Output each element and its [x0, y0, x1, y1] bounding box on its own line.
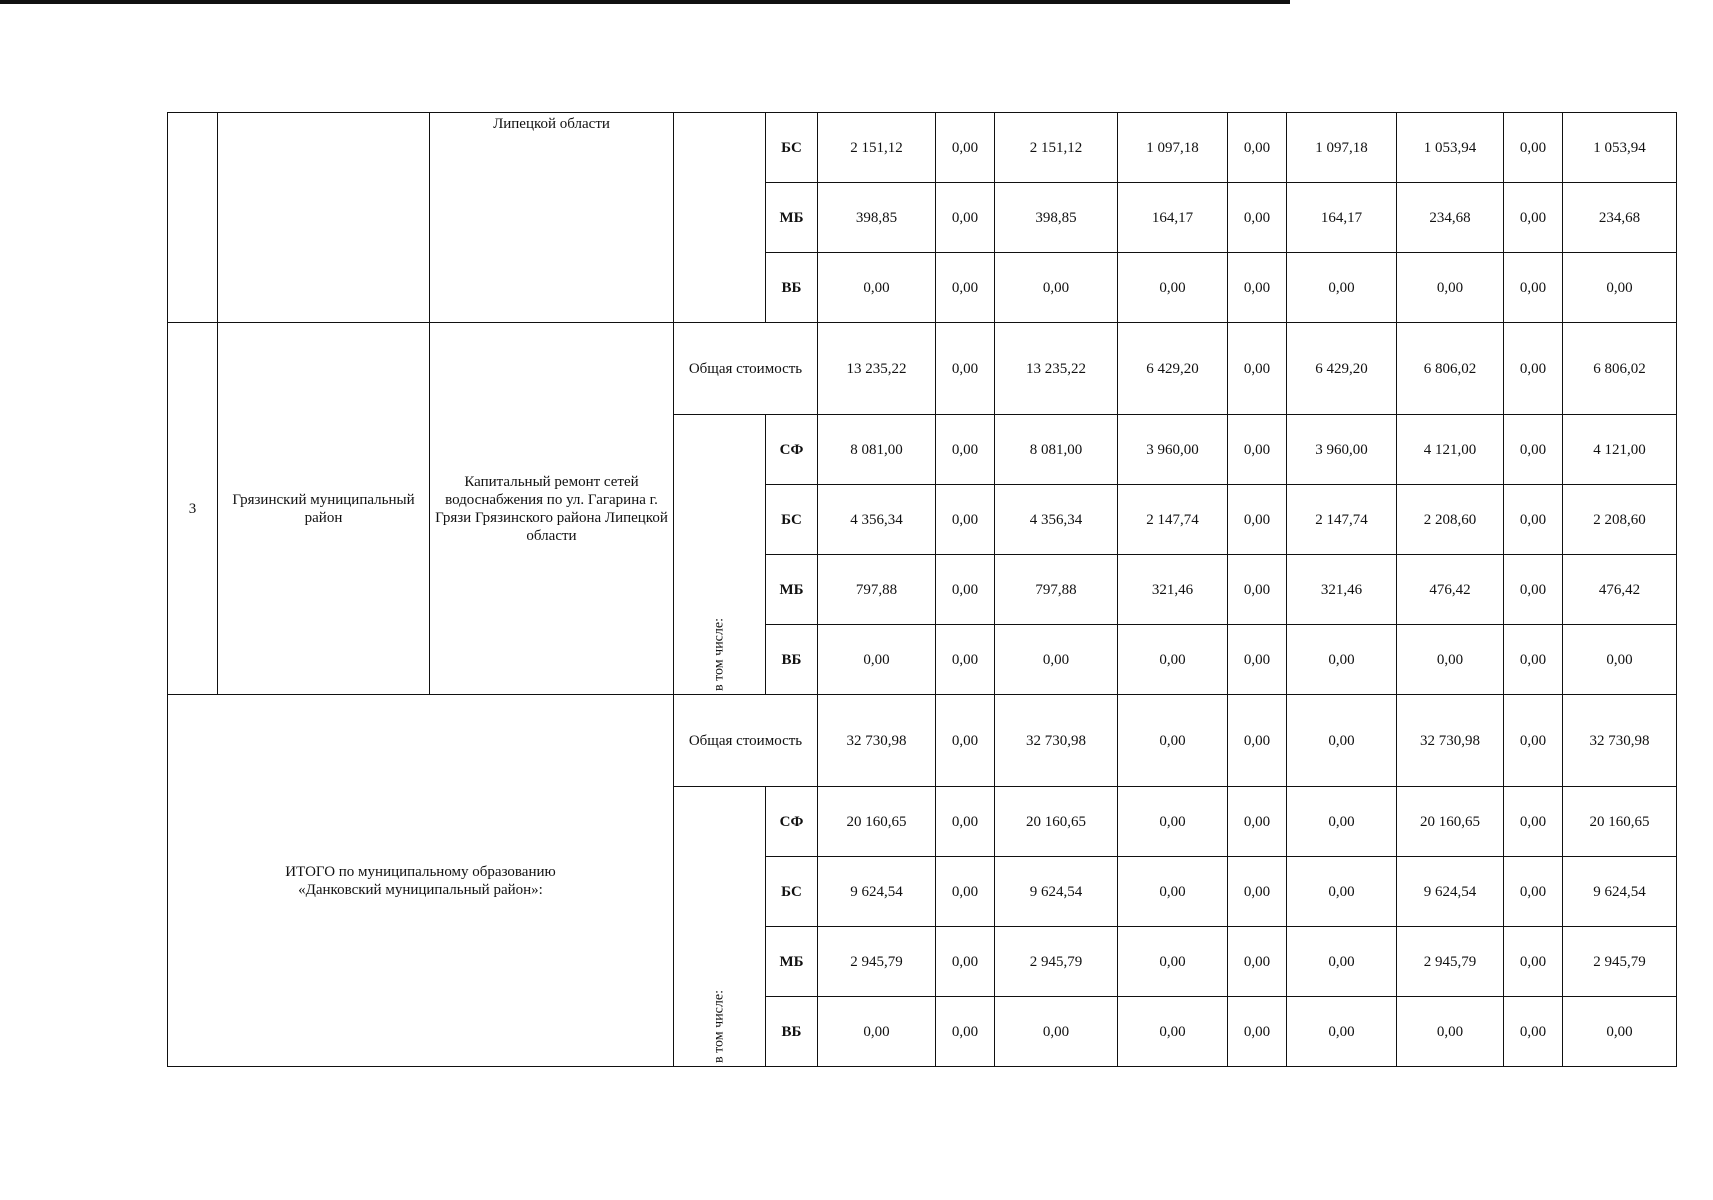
value-cell: 0,00	[1504, 927, 1563, 997]
value-cell: 1 053,94	[1563, 113, 1677, 183]
value-cell: 0,00	[1504, 625, 1563, 695]
value-cell: 0,00	[1228, 625, 1287, 695]
value-cell: 4 121,00	[1563, 415, 1677, 485]
value-cell: 32 730,98	[1397, 695, 1504, 787]
value-cell: 0,00	[1287, 997, 1397, 1067]
value-cell: 3 960,00	[1287, 415, 1397, 485]
value-cell: 1 097,18	[1118, 113, 1228, 183]
value-cell: 234,68	[1397, 183, 1504, 253]
budget-code: ВБ	[766, 625, 818, 695]
value-cell: 2 208,60	[1563, 485, 1677, 555]
project-name-cell: Капитальный ремонт сетей водоснабжения по ул. Гагарина г. Грязи Грязинского района Липецкой области	[430, 323, 674, 695]
value-cell: 0,00	[936, 927, 995, 997]
sub-label: в том числе:	[711, 990, 727, 1063]
value-cell: 0,00	[1504, 555, 1563, 625]
value-cell: 234,68	[1563, 183, 1677, 253]
budget-code: ВБ	[766, 253, 818, 323]
project-name-cell: Липецкой области	[430, 113, 674, 323]
value-cell: 0,00	[1397, 625, 1504, 695]
budget-code: МБ	[766, 927, 818, 997]
value-cell: 0,00	[936, 485, 995, 555]
value-cell: 2 151,12	[818, 113, 936, 183]
budget-table-body	[168, 113, 1677, 1067]
value-cell: 797,88	[818, 555, 936, 625]
value-cell: 0,00	[1287, 787, 1397, 857]
value-cell: 0,00	[1504, 695, 1563, 787]
district-cell	[218, 113, 430, 323]
value-cell: 0,00	[1397, 253, 1504, 323]
total-cost-label: Общая стоимость	[674, 695, 818, 787]
value-cell: 9 624,54	[1563, 857, 1677, 927]
value-cell: 3 960,00	[1118, 415, 1228, 485]
value-cell: 0,00	[1228, 555, 1287, 625]
value-cell: 4 356,34	[995, 485, 1118, 555]
value-cell: 2 945,79	[1563, 927, 1677, 997]
value-cell: 9 624,54	[1397, 857, 1504, 927]
page-top-rule	[0, 0, 1290, 4]
value-cell: 13 235,22	[818, 323, 936, 415]
value-cell: 0,00	[1118, 253, 1228, 323]
value-cell: 398,85	[818, 183, 936, 253]
value-cell: 0,00	[1287, 857, 1397, 927]
value-cell: 398,85	[995, 183, 1118, 253]
value-cell: 164,17	[1118, 183, 1228, 253]
value-cell: 0,00	[1228, 997, 1287, 1067]
value-cell: 32 730,98	[818, 695, 936, 787]
value-cell: 0,00	[1504, 787, 1563, 857]
table-row	[168, 323, 1677, 415]
value-cell: 6 806,02	[1563, 323, 1677, 415]
value-cell: 0,00	[1504, 857, 1563, 927]
value-cell: 0,00	[1228, 415, 1287, 485]
value-cell: 0,00	[818, 253, 936, 323]
value-cell: 0,00	[936, 787, 995, 857]
value-cell: 32 730,98	[1563, 695, 1677, 787]
value-cell: 0,00	[936, 625, 995, 695]
value-cell: 1 097,18	[1287, 113, 1397, 183]
value-cell: 0,00	[1504, 997, 1563, 1067]
value-cell: 6 429,20	[1118, 323, 1228, 415]
sub-label: в том числе:	[711, 618, 727, 691]
value-cell: 0,00	[1287, 625, 1397, 695]
value-cell: 1 053,94	[1397, 113, 1504, 183]
value-cell: 0,00	[1287, 253, 1397, 323]
value-cell: 0,00	[1118, 695, 1228, 787]
value-cell: 0,00	[1228, 927, 1287, 997]
value-cell: 0,00	[1563, 253, 1677, 323]
value-cell: 2 147,74	[1287, 485, 1397, 555]
value-cell: 0,00	[1504, 113, 1563, 183]
value-cell: 0,00	[1228, 323, 1287, 415]
summary-title-line2: «Данковский муниципальный район»:	[298, 881, 543, 898]
value-cell: 20 160,65	[818, 787, 936, 857]
budget-code: СФ	[766, 415, 818, 485]
budget-code: МБ	[766, 555, 818, 625]
value-cell: 2 945,79	[1397, 927, 1504, 997]
value-cell: 4 121,00	[1397, 415, 1504, 485]
value-cell: 0,00	[1228, 787, 1287, 857]
value-cell: 13 235,22	[995, 323, 1118, 415]
value-cell: 164,17	[1287, 183, 1397, 253]
district-cell: Грязинский муниципальный район	[218, 323, 430, 695]
index-cell: 3	[168, 323, 218, 695]
value-cell: 0,00	[1228, 183, 1287, 253]
value-cell: 476,42	[1397, 555, 1504, 625]
budget-code: СФ	[766, 787, 818, 857]
value-cell: 0,00	[1118, 927, 1228, 997]
value-cell: 0,00	[1563, 997, 1677, 1067]
value-cell: 9 624,54	[995, 857, 1118, 927]
summary-title-line1: ИТОГО по муниципальному образованию	[285, 863, 556, 880]
value-cell: 0,00	[818, 997, 936, 1067]
value-cell: 0,00	[1504, 323, 1563, 415]
value-cell: 0,00	[1118, 625, 1228, 695]
value-cell: 0,00	[1397, 997, 1504, 1067]
value-cell: 0,00	[936, 113, 995, 183]
value-cell: 0,00	[936, 253, 995, 323]
budget-code: БС	[766, 857, 818, 927]
value-cell: 0,00	[995, 625, 1118, 695]
value-cell: 0,00	[1228, 113, 1287, 183]
value-cell: 32 730,98	[995, 695, 1118, 787]
value-cell: 0,00	[936, 323, 995, 415]
value-cell: 0,00	[1228, 695, 1287, 787]
value-cell: 0,00	[995, 253, 1118, 323]
value-cell: 321,46	[1118, 555, 1228, 625]
value-cell: 0,00	[1504, 485, 1563, 555]
value-cell: 0,00	[1504, 415, 1563, 485]
value-cell: 0,00	[1504, 253, 1563, 323]
value-cell: 0,00	[995, 997, 1118, 1067]
table-row	[168, 695, 1677, 787]
budget-code: ВБ	[766, 997, 818, 1067]
value-cell: 2 208,60	[1397, 485, 1504, 555]
value-cell: 4 356,34	[818, 485, 936, 555]
value-cell: 0,00	[936, 857, 995, 927]
value-cell: 0,00	[936, 415, 995, 485]
value-cell: 0,00	[936, 183, 995, 253]
summary-title-cell	[168, 695, 674, 1067]
sub-label-cell	[674, 787, 766, 1067]
value-cell: 2 945,79	[818, 927, 936, 997]
budget-code: МБ	[766, 183, 818, 253]
value-cell: 0,00	[1287, 927, 1397, 997]
total-cost-label: Общая стоимость	[674, 323, 818, 415]
value-cell: 20 160,65	[995, 787, 1118, 857]
value-cell: 6 429,20	[1287, 323, 1397, 415]
value-cell: 2 151,12	[995, 113, 1118, 183]
value-cell: 0,00	[1228, 857, 1287, 927]
value-cell: 20 160,65	[1563, 787, 1677, 857]
value-cell: 0,00	[1118, 787, 1228, 857]
value-cell: 9 624,54	[818, 857, 936, 927]
value-cell: 0,00	[1228, 485, 1287, 555]
value-cell: 2 945,79	[995, 927, 1118, 997]
value-cell: 0,00	[1118, 997, 1228, 1067]
value-cell: 2 147,74	[1118, 485, 1228, 555]
value-cell: 0,00	[1287, 695, 1397, 787]
table-row	[168, 113, 1677, 183]
value-cell: 797,88	[995, 555, 1118, 625]
value-cell: 8 081,00	[995, 415, 1118, 485]
value-cell: 0,00	[1504, 183, 1563, 253]
value-cell: 0,00	[1228, 253, 1287, 323]
index-cell	[168, 113, 218, 323]
value-cell: 476,42	[1563, 555, 1677, 625]
value-cell: 6 806,02	[1397, 323, 1504, 415]
value-cell: 0,00	[936, 555, 995, 625]
value-cell: 321,46	[1287, 555, 1397, 625]
value-cell: 8 081,00	[818, 415, 936, 485]
sub-label-cell	[674, 415, 766, 695]
sub-label-cell	[674, 113, 766, 323]
value-cell: 0,00	[936, 997, 995, 1067]
value-cell: 0,00	[1563, 625, 1677, 695]
budget-code: БС	[766, 485, 818, 555]
value-cell: 0,00	[936, 695, 995, 787]
budget-code: БС	[766, 113, 818, 183]
value-cell: 0,00	[818, 625, 936, 695]
budget-table	[167, 112, 1677, 1067]
value-cell: 20 160,65	[1397, 787, 1504, 857]
value-cell: 0,00	[1118, 857, 1228, 927]
